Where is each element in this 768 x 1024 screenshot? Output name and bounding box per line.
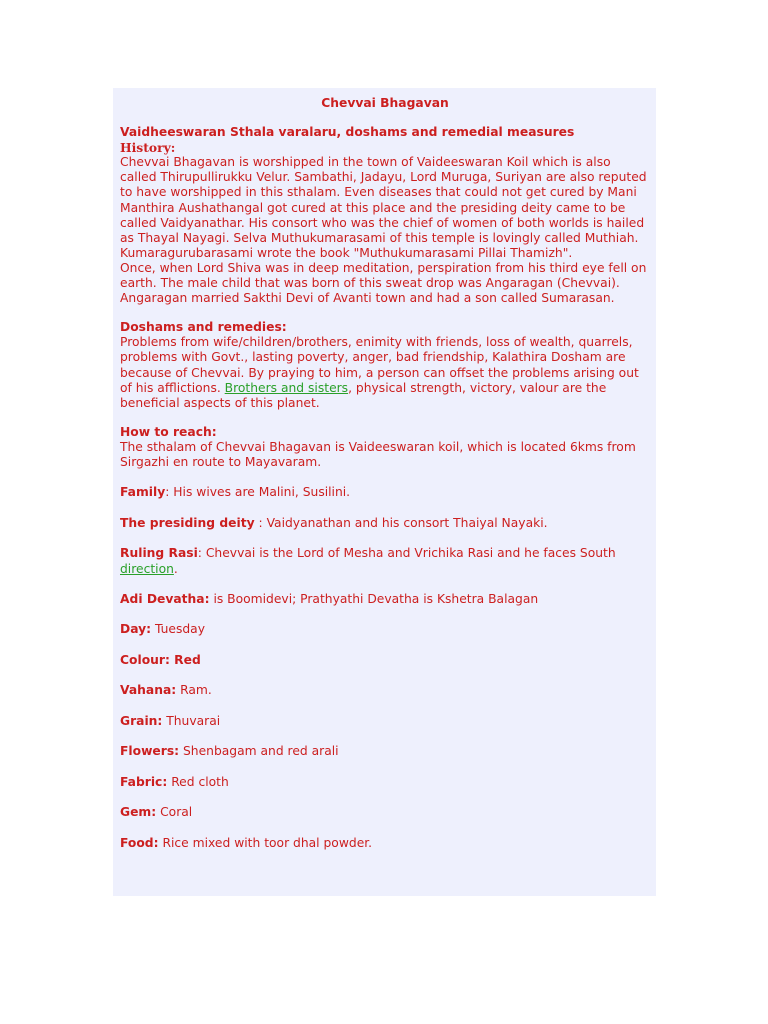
doshams-section (120, 320, 650, 411)
grain-field (120, 714, 650, 729)
food-value: Rice mixed with toor dhal powder. (158, 835, 373, 850)
day-label: Day: (120, 622, 152, 637)
rasi-value: : Chevvai is the Lord of Mesha and Vrichika Rasi and he faces South (197, 546, 616, 561)
doshams-text (120, 335, 650, 410)
gem-field (120, 805, 650, 820)
reach-heading: How to reach: (120, 424, 217, 439)
page-title: Chevvai Bhagavan (321, 96, 449, 110)
history-heading: History: (120, 140, 176, 156)
deity-label: The presiding deity (120, 515, 255, 530)
deity-value: : Vaidyanathan and his consort Thaiyal Nayaki. (254, 515, 548, 530)
colour-label: Colour: Red (120, 652, 201, 667)
deity-field (120, 516, 650, 531)
doshams-text-before: Problems from wife/children/brothers, enimity with friends, loss of wealth, quarrels, problems with Govt., lasting poverty, anger, bad friendship, Kalathira Dosham are because of Chevvai. By praying to him, a person can offset the problems arising out of his afflictions. (120, 335, 639, 395)
article-subtitle: Vaidheeswaran Sthala varalaru, doshams and remedial measures (120, 125, 575, 140)
rasi-field (120, 546, 650, 576)
direction-link[interactable]: direction (120, 561, 174, 576)
flowers-field (120, 744, 650, 759)
doshams-text-after: , physical strength, victory, valour are the beneficial aspects of this planet. (120, 380, 607, 410)
flowers-value: Shenbagam and red arali (179, 744, 339, 759)
fabric-value: Red cloth (167, 774, 229, 789)
fabric-field (120, 775, 650, 790)
gem-label: Gem: (120, 805, 157, 820)
adi-devatha-label: Adi Devatha: (120, 592, 210, 606)
adi-devatha-value: is Boomidevi; Prathyathi Devatha is Kshetra Balagan (209, 592, 539, 606)
day-value: Tuesday (151, 622, 205, 637)
brothers-and-sisters-link[interactable]: Brothers and sisters (224, 380, 349, 395)
gem-value: Coral (156, 805, 193, 820)
adi-devatha-field (120, 592, 650, 607)
reach-text: The sthalam of Chevvai Bhagavan is Vaideeswaran koil, which is located 6kms from Sirgazhi en route to Mayavaram. (120, 439, 636, 469)
fabric-label: Fabric: (120, 774, 168, 789)
family-label: Family (120, 485, 166, 500)
grain-value: Thuvarai (162, 713, 221, 728)
vahana-field (120, 683, 650, 698)
food-field (120, 836, 650, 851)
doshams-heading: Doshams and remedies: (120, 320, 287, 335)
food-label: Food: (120, 835, 159, 850)
day-field (120, 622, 650, 637)
rasi-label: Ruling Rasi (120, 546, 198, 561)
history-paragraph-2: Kumaragurubarasami wrote the book "Muthukumarasami Pillai Thamizh". (120, 245, 573, 260)
family-value: : His wives are Malini, Susilini. (165, 485, 351, 500)
rasi-after: . (173, 561, 178, 576)
grain-label: Grain: (120, 713, 163, 728)
reach-section (120, 425, 650, 470)
article (120, 96, 650, 851)
flowers-label: Flowers: (120, 744, 180, 759)
vahana-label: Vahana: (120, 683, 177, 698)
history-paragraph-1: Chevvai Bhagavan is worshipped in the town of Vaideeswaran Koil which is also called Thirupullirukku Velur. Sambathi, Jadayu, Lord Muruga, Suriyan are also reputed to have worshipped in this sthalam. Even diseases that could not get cured by Mani Manthira Aushathangal got cured at this place and the presiding deity came to be called Vaidyanathar. His consort who was the chief of women of both worlds is hailed as Thayal Nayagi. Selva Muthukumarasami of this temple is lovingly called Muthiah. (120, 155, 647, 245)
vahana-value: Ram. (176, 683, 212, 698)
history-paragraph-3: Once, when Lord Shiva was in deep meditation, perspiration from his third eye fell on earth. The male child that was born of this sweat drop was Angaragan (Chevvai). Angaragan married Sakthi Devi of Avanti town and had a son called Sumarasan. (120, 260, 647, 306)
family-field (120, 485, 650, 500)
colour-field (120, 653, 650, 668)
